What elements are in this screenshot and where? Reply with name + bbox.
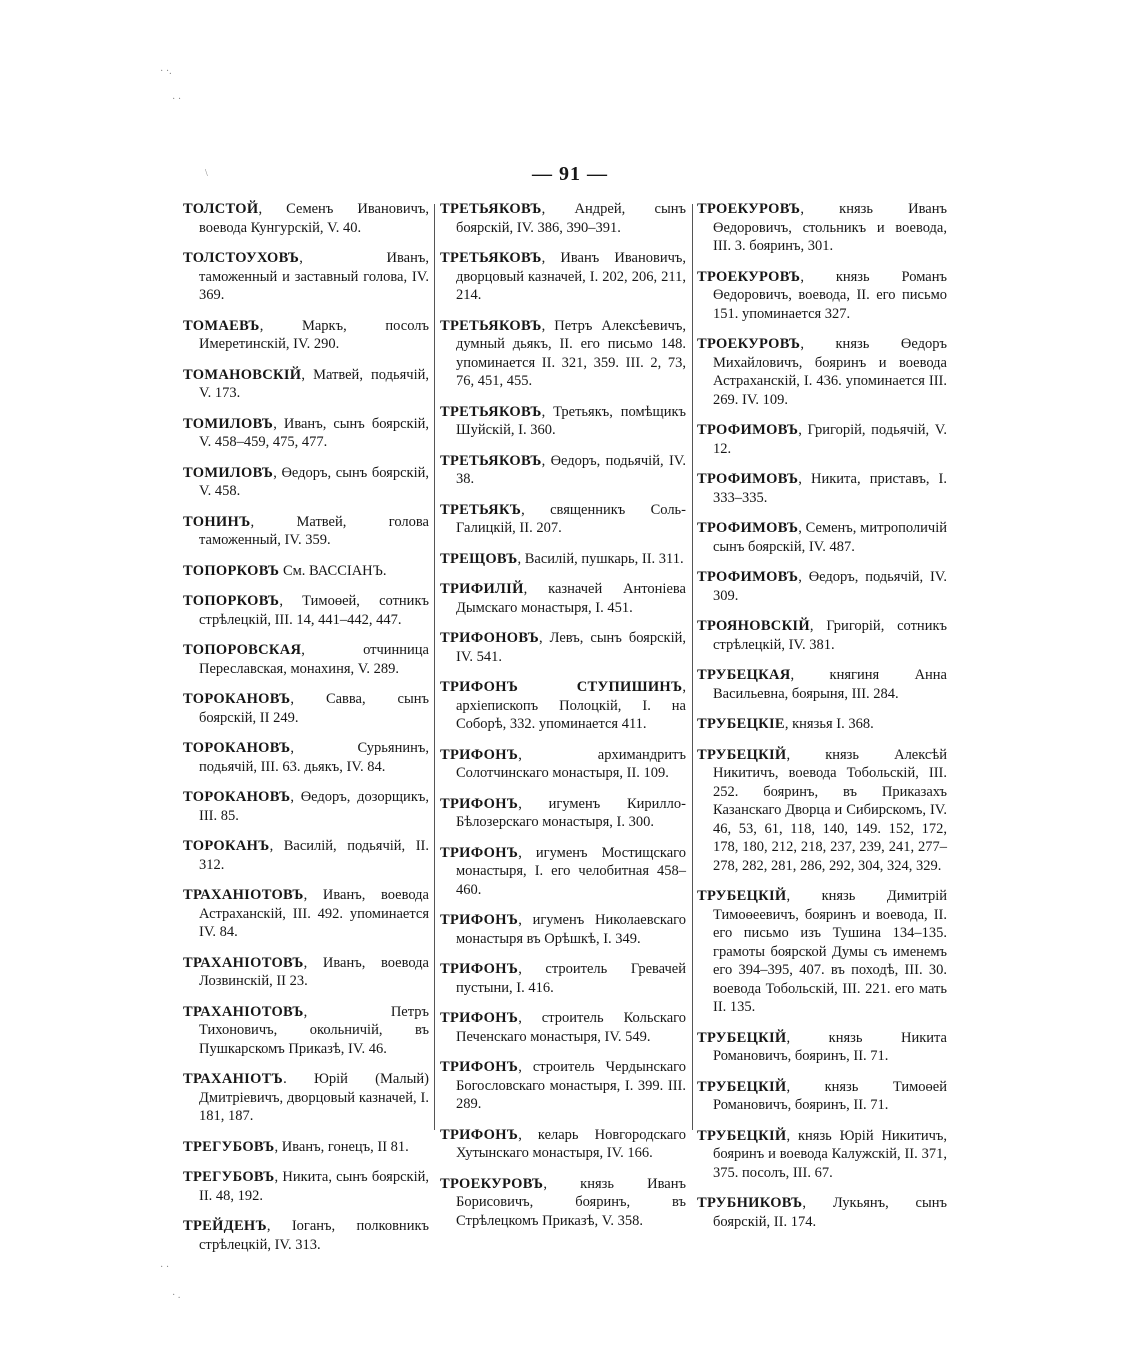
scan-speck: · · <box>172 94 182 105</box>
entry-text: , Никита, приставъ, I. 333–335. <box>713 471 947 506</box>
entry-headword: ТРЕГУБОВЪ <box>183 1169 275 1185</box>
index-entry <box>183 200 429 237</box>
index-entry <box>440 317 686 391</box>
entry-text: , Іоганъ, полковникъ стрѣлецкій, IV. 313. <box>199 1218 429 1253</box>
index-entry <box>697 470 947 507</box>
index-entry <box>440 960 686 997</box>
entry-text: См. ВАССІАНЪ. <box>279 562 387 579</box>
entry-text: , Андрей, сынъ боярскій, IV. 386, 390–391. <box>456 201 686 236</box>
index-entry <box>440 1126 686 1163</box>
index-entry <box>697 1127 947 1183</box>
index-entry <box>183 1003 429 1059</box>
entry-headword: ТРУБЕЦКІЙ <box>697 746 787 763</box>
entry-headword: ТОНИНЪ <box>183 513 251 530</box>
index-entry <box>183 886 429 942</box>
index-entry <box>697 200 947 256</box>
entry-text: , Иванъ, сынъ боярскій, V. 458–459, 475, 477. <box>199 415 429 450</box>
entry-text: , строитель Чердынскаго Богословскаго монастыря, I. 399. III. 289. <box>456 1059 686 1112</box>
entry-headword: ТОМАНОВСКІЙ <box>183 366 302 383</box>
entry-text: , Сурьянинъ, подьячій, III. 63. дьякъ, IV. 84. <box>199 740 429 775</box>
index-column-3 <box>697 200 947 1243</box>
entry-text: , Третьякъ, помѣщикъ Шуйскій, I. 360. <box>456 403 686 438</box>
entry-text: , Левъ, сынъ боярскій, IV. 541. <box>456 630 686 665</box>
entry-headword: ТРИФОНЪ <box>440 912 519 928</box>
entry-text: , Иванъ, воевода Лозвинскій, II 23. <box>199 954 429 989</box>
index-entry <box>697 1078 947 1115</box>
entry-headword: ТРИФОНЪ <box>440 844 519 861</box>
entry-headword: ТРИФОНЪ <box>440 1010 519 1026</box>
index-entry <box>440 1009 686 1046</box>
index-entry <box>697 1194 947 1231</box>
entry-headword: ТРИФОНОВЪ <box>440 630 539 646</box>
entry-headword: ТРЕТЬЯКОВЪ <box>440 403 542 420</box>
index-column-1 <box>183 200 429 1266</box>
entry-text: , Григорій, подьячій, V. 12. <box>713 422 947 457</box>
entry-headword: ТРЕТЬЯКОВЪ <box>440 317 542 334</box>
entry-text: , келарь Новгородскаго Хутынскаго монастыря, IV. 166. <box>456 1126 686 1161</box>
entry-headword: ТРОЕКУРОВЪ <box>440 1175 544 1192</box>
entry-headword: ТОРОКАНОВЪ <box>183 691 291 707</box>
entry-text: , князь Тимоөей Романовичъ, бояринъ, II. 71. <box>713 1078 947 1113</box>
entry-text: , Лукьянъ, сынъ боярскій, II. 174. <box>713 1195 947 1230</box>
entry-headword: ТРИФОНЪ <box>440 1059 519 1075</box>
entry-text: , Матвей, голова таможенный, IV. 359. <box>199 513 429 548</box>
entry-text: , Өедоръ, подьячій, IV. 38. <box>456 452 686 487</box>
entry-headword: ТОРОКАНЪ <box>183 838 270 854</box>
entry-headword: ТОПОРКОВЪ <box>183 593 280 609</box>
entry-text: , Петръ Тихоновичъ, окольничій, въ Пушкарскомъ Приказѣ, IV. 46. <box>199 1003 429 1057</box>
index-entry <box>440 1058 686 1114</box>
page-number: — 91 — <box>532 163 608 185</box>
entry-text: , игуменъ Кирилло-Бѣлозерскаго монастыря, I. 300. <box>456 795 686 830</box>
entry-headword: ТРИФОНЪ <box>440 795 519 812</box>
entry-headword: ТОЛСТОЙ <box>183 201 259 217</box>
entry-headword: ТРИФОНЪ СТУПИШИНЪ <box>440 679 683 695</box>
entry-text: , Савва, сынъ боярскій, II 249. <box>199 691 429 726</box>
entry-headword: ТРОФИМОВЪ <box>697 569 799 585</box>
entry-headword: ТРЕТЬЯКОВЪ <box>440 452 542 469</box>
index-entry <box>697 335 947 409</box>
entry-text: , князь Димитрій Тимоөеевичъ, бояринъ и воевода, II. его письмо изъ Тушина 134–135. грамоты боярской Думы съ именемъ его 394–395, 407. въ походѣ, III. 30. воевода Тобольскій, III. 221. его мать II. 135. <box>713 888 947 1015</box>
entry-text: , Семенъ, митрополичій сынъ боярскій, IV. 487. <box>713 520 947 555</box>
entry-text: . Юрій (Малый) Дмитріевичъ, дворцовый казначей, I. 181, 187. <box>199 1071 429 1124</box>
index-entry <box>183 690 429 727</box>
entry-text: , княгиня Анна Васильевна, боярыня, III. 284. <box>713 667 947 702</box>
index-entry <box>440 746 686 783</box>
entry-text: , князь Романъ Өедоровичъ, воевода, II. его письмо 151. упоминается 327. <box>713 268 947 322</box>
entry-text: , Василій, пушкарь, II. 311. <box>517 550 684 567</box>
index-column-2 <box>440 200 686 1242</box>
index-entry <box>440 249 686 305</box>
entry-headword: ТРУБЕЦКАЯ <box>697 667 791 683</box>
index-entry <box>183 1168 429 1205</box>
entry-text: , игуменъ Мостищскаго монастыря, I. его челобитная 458–460. <box>456 844 686 898</box>
entry-headword: ТОЛСТОУХОВЪ <box>183 250 300 266</box>
entry-headword: ТОМИЛОВЪ <box>183 415 274 432</box>
entry-headword: ТРОФИМОВЪ <box>697 520 799 536</box>
entry-text: , Матвей, подьячій, V. 173. <box>199 366 429 401</box>
index-entry <box>183 788 429 825</box>
index-entry <box>440 452 686 489</box>
index-entry <box>440 678 686 734</box>
entry-text: , Өедоръ, сынъ боярскій, V. 458. <box>199 464 429 499</box>
entry-text: , князь Юрій Никитичъ, бояринъ и воевода Калужскій, II. 371, 375. посолъ, III. 67. <box>713 1127 947 1181</box>
column-divider <box>692 204 693 1130</box>
entry-headword: ТРАХАНІОТЪ <box>183 1071 284 1087</box>
entry-headword: ТРИФОНЪ <box>440 961 519 977</box>
entry-text: , священникъ Соль-Галицкій, II. 207. <box>456 501 686 536</box>
scan-speck: · · <box>160 1262 170 1273</box>
index-entry <box>183 641 429 678</box>
index-entry <box>440 844 686 900</box>
index-entry <box>697 268 947 324</box>
entry-headword: ТОРОКАНОВЪ <box>183 789 291 805</box>
index-entry <box>183 1070 429 1126</box>
index-entry <box>183 415 429 452</box>
index-entry <box>440 911 686 948</box>
index-entry <box>183 249 429 305</box>
entry-headword: ТРЕТЬЯКЪ <box>440 501 522 518</box>
entry-headword: ТРОЕКУРОВЪ <box>697 336 801 352</box>
entry-headword: ТРЕТЬЯКОВЪ <box>440 201 542 217</box>
index-entry <box>697 746 947 876</box>
entry-headword: ТРИФИЛІЙ <box>440 581 524 597</box>
index-entry <box>183 954 429 991</box>
index-entry <box>183 317 429 354</box>
index-entry <box>440 200 686 237</box>
entry-headword: ТРУБЕЦКІЙ <box>697 888 787 904</box>
index-entry <box>183 739 429 776</box>
entry-text: , строитель Кольскаго Печенскаго монастыря, IV. 549. <box>456 1010 686 1045</box>
index-entry <box>183 513 429 550</box>
entry-headword: ТРОФИМОВЪ <box>697 422 799 438</box>
entry-text: , князь Никита Романовичъ, бояринъ, II. 71. <box>713 1029 947 1064</box>
entry-headword: ТОРОКАНОВЪ <box>183 740 291 756</box>
entry-text: , Маркъ, посолъ Имеретинскій, IV. 290. <box>199 317 429 352</box>
entry-text: , строитель Гревачей пустыни, I. 416. <box>456 961 686 996</box>
index-entry <box>697 715 947 734</box>
index-entry <box>440 795 686 832</box>
entry-headword: ТРУБЕЦКІЙ <box>697 1029 787 1046</box>
entry-text: , казначей Антоніева Дымскаго монастыря, I. 451. <box>456 581 686 616</box>
entry-text: , Иванъ, гонецъ, II 81. <box>274 1138 409 1155</box>
entry-headword: ТОМАЕВЪ <box>183 317 260 334</box>
index-entry <box>697 568 947 605</box>
index-entry <box>697 666 947 703</box>
index-entry <box>697 617 947 654</box>
entry-text: , Өедоръ, подьячій, IV. 309. <box>713 569 947 604</box>
entry-headword: ТРЕЙДЕНЪ <box>183 1218 267 1234</box>
entry-text: , архіепископъ Полоцкій, I. на Соборѣ, 332. упоминается 411. <box>456 679 686 732</box>
scan-speck: · ·. <box>160 66 172 77</box>
entry-headword: ТРИФОНЪ <box>440 746 519 763</box>
entry-headword: ТРАХАНІОТОВЪ <box>183 887 304 903</box>
entry-text: , игуменъ Николаевскаго монастыря въ Орѣшкѣ, I. 349. <box>456 912 686 947</box>
entry-text: , Иванъ Ивановичъ, дворцовый казначей, I. 202, 206, 211, 214. <box>456 250 686 303</box>
entry-headword: ТРОЕКУРОВЪ <box>697 201 801 217</box>
entry-text: , князь Иванъ Борисовичъ, бояринъ, въ Стрѣлецкомъ Приказѣ, V. 358. <box>456 1175 686 1229</box>
entry-headword: ТРЕЩОВЪ <box>440 550 518 567</box>
index-entry <box>183 1217 429 1254</box>
entry-headword: ТРОЯНОВСКІЙ <box>697 618 810 634</box>
column-divider <box>434 204 435 1130</box>
entry-headword: ТРУБЕЦКІЙ <box>697 1127 787 1144</box>
entry-text: , отчинница Переславская, монахиня, V. 289. <box>199 642 429 677</box>
entry-headword: ТРОЕКУРОВЪ <box>697 268 801 285</box>
index-entry <box>440 629 686 666</box>
entry-headword: ТРЕГУБОВЪ <box>183 1138 275 1155</box>
index-entry <box>440 501 686 538</box>
entry-text: , Иванъ, таможенный и заставный голова, IV. 369. <box>199 250 429 303</box>
index-entry <box>697 887 947 1017</box>
entry-text: , Григорій, сотникъ стрѣлецкій, IV. 381. <box>713 618 947 653</box>
entry-text: , князь Алексѣй Никитичъ, воевода Тобольскій, III. 252. бояринъ, въ Приказахъ Казанскаго Дворца и Сибирскомъ, IV. 46, 53, 61, 118, 140, 149. 152, 172, 178, 180, 212, 218, 237, 239, 241, 277–278, 282, 281, 286, 292, 304, 324, 329. <box>713 746 947 874</box>
index-entry <box>697 519 947 556</box>
index-entry <box>183 562 429 581</box>
entry-headword: ТРИФОНЪ <box>440 1126 519 1143</box>
entry-text: , князь Иванъ Өедоровичъ, стольникъ и воевода, III. 3. бояринъ, 301. <box>713 201 947 254</box>
entry-headword: ТРАХАНІОТОВЪ <box>183 1003 304 1020</box>
entry-text: , князь Өедоръ Михайловичъ, бояринъ и воевода Астраханскій, I. 436. упоминается III. 269. IV. 109. <box>713 336 947 408</box>
entry-text: , Тимоөей, сотникъ стрѣлецкій, III. 14, 441–442, 447. <box>199 593 429 628</box>
index-entry <box>697 421 947 458</box>
index-entry <box>697 1029 947 1066</box>
entry-headword: ТОПОРОВСКАЯ <box>183 642 302 658</box>
entry-headword: ТРУБНИКОВЪ <box>697 1195 803 1211</box>
entry-headword: ТРУБЕЦКІЙ <box>697 1078 787 1095</box>
entry-text: , Никита, сынъ боярскій, II. 48, 192. <box>199 1169 429 1204</box>
entry-text: , князья I. 368. <box>784 716 874 732</box>
entry-headword: ТРУБЕЦКІЕ <box>697 716 785 732</box>
scan-speck: · . <box>172 1290 181 1301</box>
entry-headword: ТРАХАНІОТОВЪ <box>183 954 304 971</box>
entry-headword: ТРЕТЬЯКОВЪ <box>440 250 542 266</box>
index-entry <box>183 837 429 874</box>
entry-text: , Семенъ Ивановичъ, воевода Кунгурскій, V. 40. <box>199 201 429 236</box>
index-entry <box>183 592 429 629</box>
index-entry <box>183 366 429 403</box>
index-entry <box>440 1175 686 1231</box>
entry-text: , Иванъ, воевода Астраханскій, III. 492. упоминается IV. 84. <box>199 887 429 940</box>
entry-headword: ТОПОРКОВЪ <box>183 562 280 579</box>
entry-headword: ТРОФИМОВЪ <box>697 471 799 487</box>
index-entry <box>440 550 686 569</box>
scan-speck: \ <box>205 168 208 179</box>
index-entry <box>183 1138 429 1157</box>
entry-text: , Өедоръ, дозорщикъ, III. 85. <box>199 789 429 824</box>
index-entry <box>440 580 686 617</box>
entry-text: , Петръ Алексѣевичъ, думный дьякъ, II. его письмо 148. упоминается II. 321, 359. III. 2, 73, 76, 451, 455. <box>456 317 686 389</box>
index-entry <box>183 464 429 501</box>
index-entry <box>440 403 686 440</box>
entry-text: , архимандритъ Солотчинскаго монастыря, II. 109. <box>456 746 686 781</box>
entry-headword: ТОМИЛОВЪ <box>183 464 274 481</box>
entry-text: , Василій, подьячій, II. 312. <box>199 838 429 873</box>
